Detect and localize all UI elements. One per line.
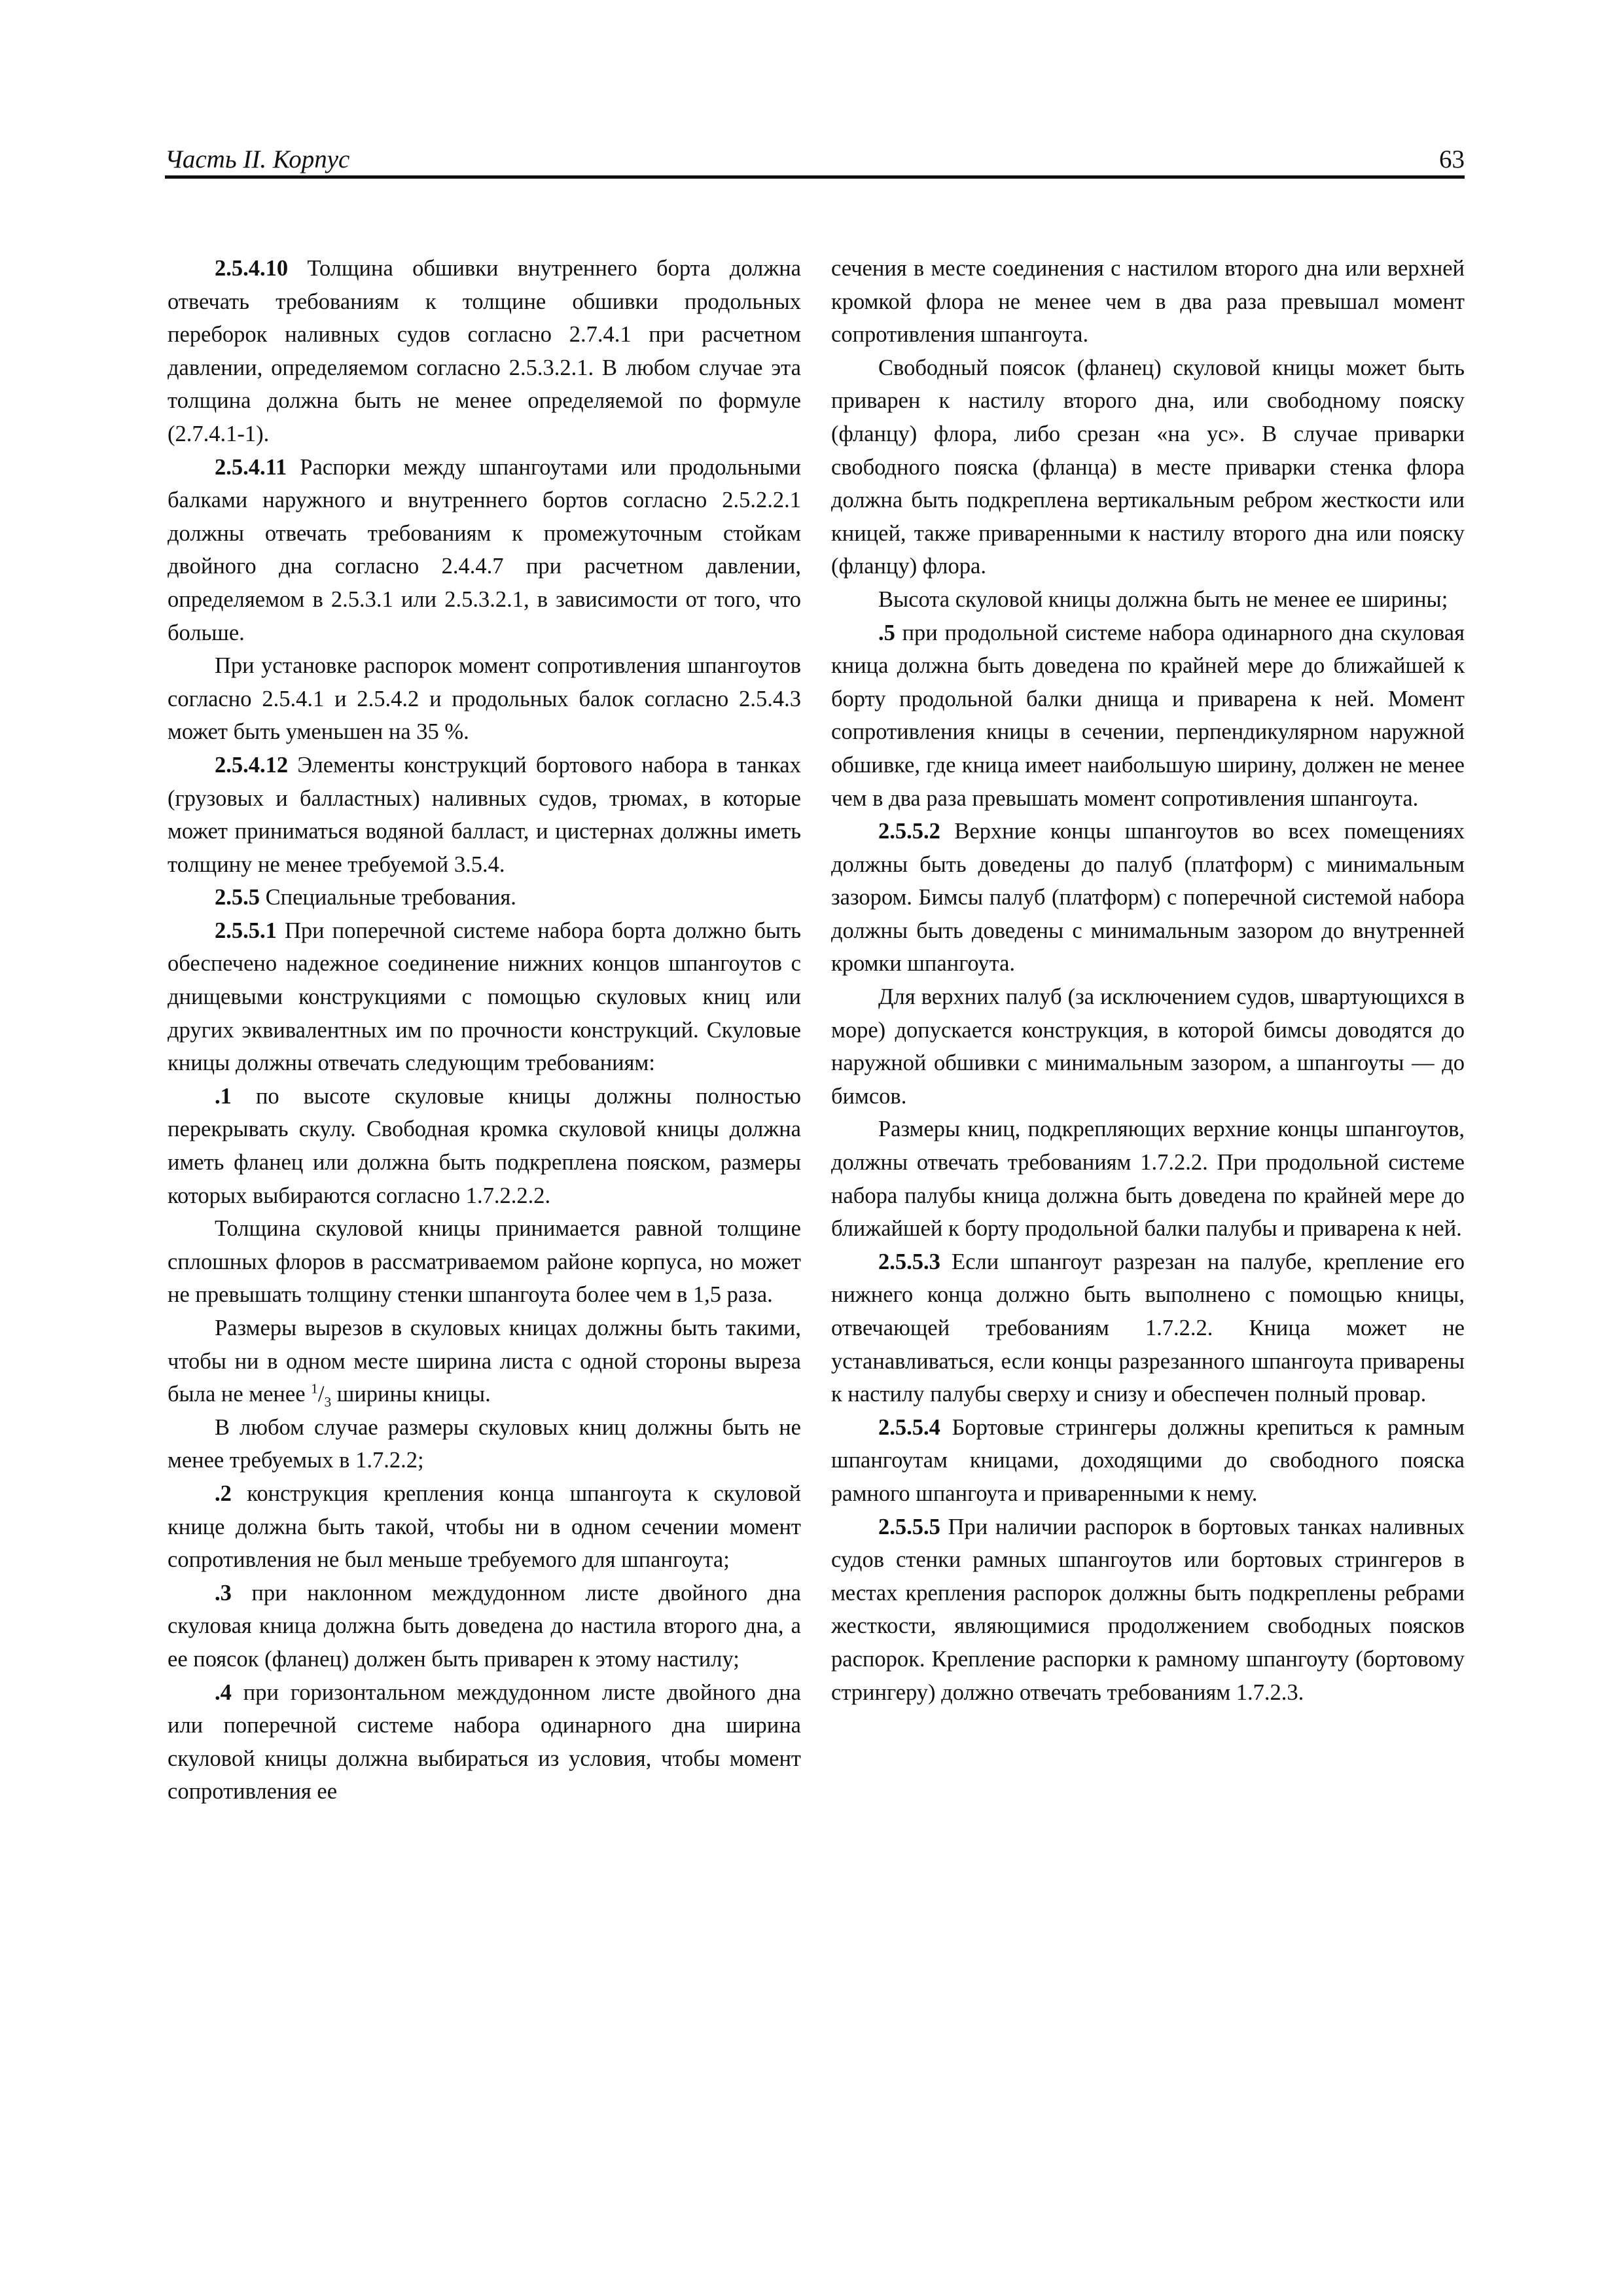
paragraph-2-5-5-4 [831, 1411, 1465, 1511]
list-item-3 [168, 1577, 801, 1676]
left-column [168, 252, 801, 1808]
paragraph-upper-decks [831, 980, 1465, 1113]
list-marker: .3 [215, 1580, 232, 1605]
running-header-title: Часть II. Корпус [165, 145, 350, 173]
paragraph-text: при продольной системе набора одинарного дна скуловая кница должна быть доведена по крайней мере до ближайшей к борту продольной балки днища и приварена к ней. Момент сопротивления кницы в сечении, перпендикулярном наружной обшивке, где кница имеет наибольшую ширину, должен не менее чем в два раза превышать момент сопротивления шпангоута. [831, 620, 1465, 811]
paragraph-2-5-4-10 [168, 252, 801, 451]
paragraph-text: сечения в месте соединения с настилом второго дна или верхней кромкой флора не менее чем в два раза превышал момент сопротивления шпангоута. [831, 256, 1465, 348]
paragraph-2-5-5-5 [831, 1511, 1465, 1710]
paragraph-bracket-thickness [168, 1212, 801, 1312]
paragraph-text: Размеры книц, подкрепляющих верхние концы шпангоутов, должны отвечать требованиям 1.7.2.2. При продольной системе набора палубы кница должна быть доведена по крайней мере до ближайшей к борту продольной балки палубы и приварена к ней. [831, 1117, 1465, 1242]
list-marker: .5 [878, 620, 895, 645]
paragraph-text: Толщина обшивки внутреннего борта должна отвечать требованиям к толщине обшивки продольных переборок наливных судов согласно 2.7.4.1 при расчетном давлении, определяемом согласно 2.5.3.2.1. В любом случае эта толщина должна быть не менее определяемой по формуле (2.7.4.1-1). [168, 256, 801, 446]
list-marker: .1 [215, 1083, 232, 1109]
paragraph-text: по высоте скуловые кницы должны полностью перекрывать скулу. Свободная кромка скуловой кницы должна иметь фланец или должна быть подкреплена пояском, размеры которых выбираются согласно 1.7.2.2.2. [168, 1083, 801, 1208]
paragraph-text: Элементы конструкций бортового набора в танках (грузовых и балластных) наливных судов, трюмах, в которые может приниматься водяной балласт, и цистернах должны иметь толщину не менее требуемой 3.5.4. [168, 752, 801, 877]
paragraph-bracket-dimensions [831, 1113, 1465, 1245]
section-number: 2.5.5.1 [215, 918, 277, 943]
fraction-slash: / [317, 1382, 325, 1407]
paragraph-text: ширины кницы. [331, 1382, 491, 1407]
paragraph-continuation [831, 252, 1465, 351]
list-item-2 [168, 1477, 801, 1577]
paragraph-text: Для верхних палуб (за исключением судов, швартующихся в море) допускается конструкция, в которой бимсы доводятся до наружной обшивки с минимальным зазором, а шпангоуты — до бимсов. [831, 984, 1465, 1109]
right-column [831, 252, 1465, 1709]
running-header [165, 143, 1465, 178]
section-number: 2.5.5.2 [878, 819, 940, 844]
section-heading-text: Специальные требования. [260, 885, 516, 910]
section-number: 2.5.5.5 [878, 1514, 940, 1539]
paragraph-text: Толщина скуловой кницы принимается равной толщине сплошных флоров в рассматриваемом районе корпуса, но может не превышать толщину стенки шпангоута более чем в 1,5 раза. [168, 1216, 801, 1308]
fraction-denominator: 3 [324, 1394, 332, 1410]
list-marker: .2 [215, 1480, 232, 1506]
paragraph-2-5-5-2 [831, 815, 1465, 980]
paragraph-bracket-height [831, 583, 1465, 617]
paragraph-text: Верхние концы шпангоутов во всех помещениях должны быть доведены до палуб (платформ) с минимальным зазором. Бимсы палуб (платформ) с поперечной системой набора должны быть доведены с минимальным зазором до внутренней кромки шпангоута. [831, 819, 1465, 977]
paragraph-text: При поперечной системе набора борта должно быть обеспечено надежное соединение нижних концов шпангоутов с днищевыми конструкциями с помощью скуловых книц или других эквивалентных им по прочности конструкций. Скуловые кницы должны отвечать следующим требованиям: [168, 918, 801, 1076]
paragraph-text: при наклонном междудонном листе двойного дна скуловая кница должна быть доведена до настила второго дна, а ее поясок (фланец) должен быть приварен к этому настилу; [168, 1580, 801, 1672]
list-item-1 [168, 1080, 801, 1212]
paragraph-struts-moment [168, 649, 801, 749]
list-item-5 [831, 617, 1465, 816]
list-item-4 [168, 1676, 801, 1808]
paragraph-2-5-4-11 [168, 451, 801, 650]
fraction-numerator: 1 [311, 1380, 318, 1397]
section-number: 2.5.5.4 [878, 1414, 940, 1440]
paragraph-2-5-5-1 [168, 914, 801, 1080]
paragraph-text: Высота скуловой кницы должна быть не менее ее ширины; [878, 586, 1448, 612]
paragraph-text: Бортовые стрингеры должны крепиться к рамным шпангоутам кницами, доходящими до свободного пояска рамного шпангоута и приваренными к нему. [831, 1414, 1465, 1506]
list-marker: .4 [215, 1679, 232, 1705]
paragraph-2-5-4-12 [168, 749, 801, 881]
paragraph-cutout-size [168, 1312, 801, 1411]
section-number: 2.5.4.12 [215, 752, 289, 778]
section-number: 2.5.5.3 [878, 1249, 940, 1274]
paragraph-minimum-sizes [168, 1411, 801, 1477]
section-number: 2.5.4.10 [215, 256, 289, 281]
paragraph-text: При наличии распорок в бортовых танках наливных судов стенки рамных шпангоутов или бортовых стрингеров в местах крепления распорок должны быть подкреплены ребрами жесткости, являющимися продолжением свободных поясков распорок. Крепление распорки к рамному шпангоуту (бортовому стрингеру) должно отвечать требованиям 1.7.2.3. [831, 1514, 1465, 1705]
header-rule [165, 175, 1465, 179]
paragraph-free-flange [831, 351, 1465, 583]
paragraph-text: при горизонтальном междудонном листе двойного дна или поперечной системе набора одинарного дна ширина скуловой кницы должна выбираться из условия, чтобы момент сопротивления ее [168, 1679, 801, 1804]
page-number: 63 [1439, 145, 1465, 173]
paragraph-text: конструкция крепления конца шпангоута к скуловой книце должна быть такой, чтобы ни в одном сечении момент сопротивления не был меньше требуемого для шпангоута; [168, 1480, 801, 1573]
paragraph-text: Размеры вырезов в скуловых кницах должны быть такими, чтобы ни в одном месте ширина листа с одной стороны выреза была не менее [168, 1316, 801, 1407]
paragraph-text: В любом случае размеры скуловых книц должны быть не менее требуемых в 1.7.2.2; [168, 1414, 801, 1473]
section-number: 2.5.4.11 [215, 454, 287, 480]
paragraph-text: При установке распорок момент сопротивления шпангоутов согласно 2.5.4.1 и 2.5.4.2 и продольных балок согласно 2.5.4.3 может быть уменьшен на 35 %. [168, 653, 801, 745]
paragraph-2-5-5-3 [831, 1246, 1465, 1411]
paragraph-text: Распорки между шпангоутами или продольными балками наружного и внутреннего бортов согласно 2.5.2.2.1 должны отвечать требованиям к промежуточным стойкам двойного дна согласно 2.4.4.7 при расчетном давлении, определяемом в 2.5.3.1 или 2.5.3.2.1, в зависимости от того, что больше. [168, 454, 801, 645]
section-heading-2-5-5 [168, 881, 801, 914]
section-number: 2.5.5 [215, 885, 260, 910]
paragraph-text: Если шпангоут разрезан на палубе, крепление его нижнего конца должно быть выполнено с помощью кницы, отвечающей требованиям 1.7.2.2. Кница может не устанавливаться, если концы разрезанного шпангоута приварены к настилу палубы сверху и снизу и обеспечен полный провар. [831, 1249, 1465, 1407]
paragraph-text: Свободный поясок (фланец) скуловой кницы может быть приварен к настилу второго дна, или свободному пояску (фланцу) флора, либо срезан «на ус». В случае приварки свободного пояска (фланца) в месте приварки стенка флора должна быть подкреплена вертикальным ребром жесткости или кницей, также приваренными к настилу второго дна или пояску (фланцу) флора. [831, 355, 1465, 579]
